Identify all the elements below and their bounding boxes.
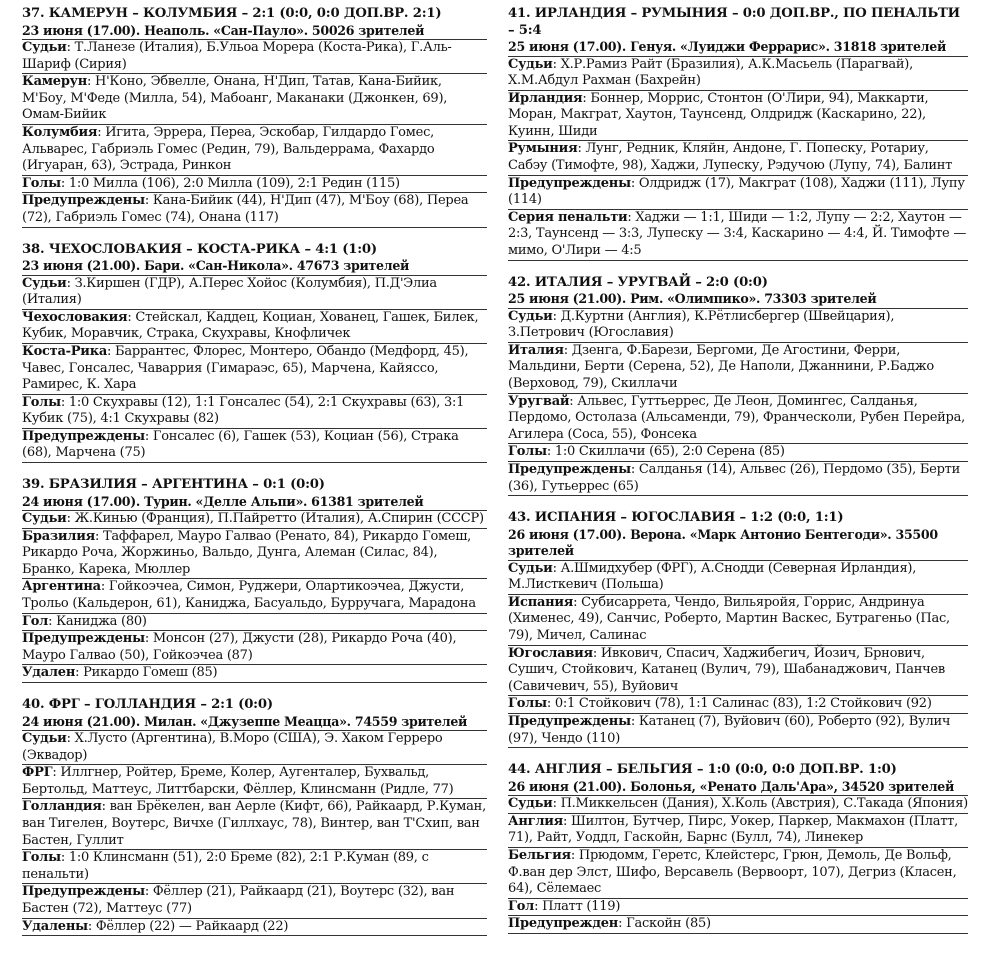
- match-info-row: [22, 309, 487, 343]
- row-label: Чехословакия: [22, 309, 128, 325]
- row-label: Колумбия: [22, 124, 98, 140]
- row-label: Голы: [22, 394, 61, 410]
- row-label: Предупрежден: [508, 916, 619, 932]
- match-block: [508, 762, 968, 934]
- match-info-row: [508, 140, 968, 174]
- match-info-row: [22, 428, 487, 463]
- row-label: Судьи: [22, 40, 67, 55]
- row-text: : Х.Р.Рамиз Райт (Бразилия), А.К.Масьель (Парагвай), Х.М.Абдул Рахман (Бахрейн): [508, 56, 913, 89]
- match-info-row: [22, 39, 487, 73]
- match-title: 44. АНГЛИЯ – БЕЛЬГИЯ – 1:0 (0:0, 0:0 ДОП.ВР. 1:0): [508, 762, 897, 778]
- row-label: Предупреждены: [22, 193, 145, 209]
- match-info-row: [508, 915, 968, 934]
- row-text: : Игита, Эррера, Переа, Эскобар, Гилдардо Гомес, Альварес, Габриэль Гомес (Редин, 79), Вальдеррама, Фахардо (Игуаран, 63), Эстрада, Ринкон: [22, 124, 435, 174]
- row-text: : П.Миккельсен (Дания), Х.Коль (Австрия), С.Такада (Япония): [552, 796, 968, 812]
- row-label: Предупреждены: [508, 714, 631, 729]
- row-text: : Прюдомм, Геретс, Клейстерс, Грюн, Демоль, Де Вольф, Ф.ван дер Элст, Шифо, Версавель (Вервоорт, 107), Дегриз (Класен, 64), Сёлемаес: [508, 847, 957, 897]
- match-info-row: [22, 510, 487, 528]
- right-column: [508, 6, 968, 948]
- row-label: Бельгия: [508, 847, 571, 863]
- row-text: : Иллгнер, Ройтер, Бреме, Колер, Аугенталер, Бухвальд, Бертольд, Маттеус, Литтбарски, Фёллер, Клинсманн (Ридле, 77): [22, 765, 454, 797]
- row-label: Предупреждены: [22, 428, 145, 444]
- row-label: Судьи: [22, 731, 67, 746]
- row-label: Судьи: [22, 275, 67, 291]
- row-label: Судьи: [508, 308, 553, 324]
- match-info-row: [22, 275, 487, 309]
- match-info-row: [22, 849, 487, 883]
- row-text: : Шилтон, Бутчер, Пирс, Уокер, Паркер, Макмахон (Платт, 71), Райт, Уоддл, Гаскойн, Барнс (Булл, 74), Линекер: [508, 813, 958, 846]
- match-venue: 23 июня (21.00). Бари. «Сан-Никола». 47673 зрителей: [22, 258, 410, 274]
- row-text: : 1:0 Милла (106), 2:0 Милла (109), 2:1 Редин (115): [60, 175, 400, 191]
- match-info-row: [508, 560, 968, 594]
- match-venue: 26 июня (21.00). Болонья, «Ренато Даль'Ара», 34520 зрителей: [508, 778, 955, 794]
- match-info-row: [508, 713, 968, 748]
- match-info-row: [22, 730, 487, 764]
- row-label: Удалены: [22, 918, 88, 934]
- match-block: [22, 6, 487, 228]
- row-label: Румыния: [508, 141, 578, 157]
- left-column: [22, 6, 487, 950]
- row-label: Голы: [22, 850, 61, 866]
- match-info-row: [22, 192, 487, 227]
- row-label: Предупреждены: [508, 461, 631, 477]
- row-text: : Т.Ланезе (Италия), Б.Ульоа Морера (Коста-Рика), Г.Аль-Шариф (Сирия): [22, 40, 452, 72]
- match-info-row: [508, 645, 968, 696]
- match-venue: 24 июня (21.00). Милан. «Джузеппе Меацца». 74559 зрителей: [22, 713, 468, 729]
- match-info-row: [22, 578, 487, 612]
- row-text: : 1:0 Скухравы (12), 1:1 Гонсалес (54), 2:1 Скухравы (63), 3:1 Кубик (75), 4:1 Скухравы (82): [22, 394, 465, 427]
- row-label: Уругвай: [508, 393, 570, 409]
- match-info-row: [22, 630, 487, 664]
- match-info-row: [508, 209, 968, 261]
- match-title: 40. ФРГ – ГОЛЛАНДИЯ – 2:1 (0:0): [22, 697, 273, 712]
- row-text: : Кана-Бийик (44), Н'Дип (47), М'Боу (68), Переа (72), Габриэль Гомес (74), Онана (117): [22, 193, 469, 225]
- row-text: : 1:0 Скиллачи (65), 2:0 Серена (85): [546, 444, 785, 460]
- match-block: [508, 275, 968, 497]
- row-label: Англия: [508, 813, 563, 829]
- match-info-row: [22, 764, 487, 798]
- match-block: [22, 242, 487, 464]
- row-text: : Каниджа (80): [48, 613, 147, 629]
- row-text: : Фёллер (22) — Райкаард (22): [87, 918, 289, 934]
- match-venue: 24 июня (17.00). Турин. «Делле Альпи». 61381 зрителей: [22, 493, 424, 509]
- match-info-row: [508, 175, 968, 209]
- row-text: : Платт (119): [534, 898, 621, 914]
- match-venue: 23 июня (17.00). Неаполь. «Сан-Пауло». 50026 зрителей: [22, 22, 425, 38]
- row-text: : З.Киршен (ГДР), А.Перес Хойос (Колумбия), П.Д'Элиа (Италия): [22, 275, 437, 308]
- match-info-row: [508, 813, 968, 847]
- row-label: Предупреждены: [22, 884, 145, 900]
- row-label: Италия: [508, 342, 564, 358]
- match-info-row: [22, 528, 487, 579]
- row-label: Гол: [508, 898, 535, 914]
- row-text: : 0:1 Стойкович (78), 1:1 Салинас (83), 1:2 Стойкович (92): [546, 696, 932, 712]
- match-info-row: [22, 664, 487, 683]
- row-label: Удален: [22, 665, 76, 681]
- row-text: : Гойкоэчеа, Симон, Руджери, Олартикоэчеа, Джусти, Трольо (Кальдерон, 61), Каниджа, Басуальдо, Бурручага, Марадона: [22, 579, 476, 612]
- match-info-row: [508, 898, 968, 916]
- row-label: Серия пенальти: [508, 209, 628, 225]
- match-info-row: [22, 73, 487, 124]
- match-venue: 26 июня (17.00). Верона. «Марк Антонио Бентегоди». 35500 зрителей: [508, 526, 938, 559]
- match-info-row: [22, 124, 487, 175]
- match-info-row: [22, 798, 487, 849]
- row-text: : Лунг, Редник, Кляйн, Андоне, Г. Попеску, Ротариу, Сабэу (Тимофте, 98), Хаджи, Лупеску, Рэдучою (Лупу, 74), Балинт: [508, 141, 953, 174]
- match-info-row: [22, 343, 487, 394]
- match-block: [508, 6, 968, 261]
- row-text: : Фёллер (21), Райкаард (21), Воутерс (32), ван Бастен (72), Маттеус (77): [22, 884, 455, 916]
- row-label: Судьи: [508, 56, 553, 72]
- row-text: : ван Брёкелен, ван Аерле (Кифт, 66), Райкаард, Р.Куман, ван Тигелен, Воутерс, Вичхе (Гиллхаус, 78), Винтер, ван Т'Схип, ван Бастен, Гуллит: [22, 799, 486, 848]
- match-info-row: [508, 847, 968, 898]
- row-label: Коста-Рика: [22, 343, 108, 359]
- match-info-row: [508, 461, 968, 496]
- match-title: 39. БРАЗИЛИЯ – АРГЕНТИНА – 0:1 (0:0): [22, 477, 325, 493]
- row-label: ФРГ: [22, 765, 53, 781]
- row-label: Голы: [22, 175, 61, 191]
- match-info-row: [508, 56, 968, 90]
- row-text: : Х.Лусто (Аргентина), В.Моро (США), Э. Хаком Герреро (Эквадор): [22, 731, 443, 763]
- row-text: : Рикардо Гомеш (85): [75, 665, 218, 681]
- match-info-row: [508, 342, 968, 393]
- match-title: 37. КАМЕРУН – КОЛУМБИЯ – 2:1 (0:0, 0:0 ДОП.ВР. 2:1): [22, 6, 442, 21]
- match-info-row: [22, 394, 487, 428]
- row-label: Югославия: [508, 645, 593, 661]
- match-title: 38. ЧЕХОСЛОВАКИЯ – КОСТА-РИКА – 4:1 (1:0): [22, 241, 377, 257]
- row-text: : Хаджи — 1:1, Шиди — 1:2, Лупу — 2:2, Хаутон — 2:3, Таунсенд — 3:3, Лупеску — 3:4, Каскарино — 4:4, Й. Тимофте — мимо, О'Лири — 4:5: [508, 209, 967, 259]
- row-label: Голландия: [22, 799, 102, 815]
- match-info-row: [508, 308, 968, 342]
- row-label: Предупреждены: [508, 175, 631, 191]
- row-label: Судьи: [22, 511, 67, 527]
- match-venue: 25 июня (21.00). Рим. «Олимпико». 73303 зрителей: [508, 291, 877, 307]
- match-info-row: [22, 175, 487, 193]
- row-text: : Боннер, Моррис, Стонтон (О'Лири, 94), Маккарти, Моран, Макграт, Хаутон, Таунсенд, Олдридж (Каскарино, 22), Куинн, Шиди: [508, 90, 929, 139]
- row-label: Ирландия: [508, 90, 583, 106]
- row-label: Голы: [508, 696, 547, 712]
- row-text: : Баррантес, Флорес, Монтеро, Обандо (Медфорд, 45), Чавес, Гонсалес, Чаваррия (Гимараэс, 65), Марчена, Кайяссо, Рамирес, К. Хара: [22, 343, 469, 393]
- row-label: Судьи: [508, 560, 553, 576]
- row-text: : Олдридж (17), Макграт (108), Хаджи (111), Лупу (114): [508, 175, 965, 208]
- match-title: 42. ИТАЛИЯ – УРУГВАЙ – 2:0 (0:0): [508, 274, 768, 290]
- match-info-row: [508, 695, 968, 713]
- row-text: : А.Шмидхубер (ФРГ), А.Снодди (Северная Ирландия), М.Листкевич (Польша): [508, 560, 917, 593]
- row-text: : Д.Куртни (Англия), К.Рётлисбергер (Швейцария), З.Петрович (Югославия): [508, 308, 895, 341]
- row-label: Предупреждены: [22, 631, 145, 647]
- match-info-row: [22, 918, 487, 937]
- row-text: : Альвес, Гуттьеррес, Де Леон, Домингес, Салданья, Пердомо, Остолаза (Альсаменди, 79), Франческоли, Рубен Перейра, Агилера (Соса, 55), Фонсека: [508, 393, 966, 442]
- row-text: : Гаскойн (85): [618, 916, 711, 932]
- row-text: : Салданья (14), Альвес (26), Пердомо (35), Берти (36), Гутьеррес (65): [508, 461, 961, 494]
- match-info-row: [508, 795, 968, 813]
- row-label: Судьи: [508, 796, 553, 812]
- row-text: : Ж.Кинью (Франция), П.Пайретто (Италия), А.Спирин (СССР): [66, 511, 484, 527]
- row-label: Испания: [508, 594, 574, 610]
- row-text: : Стейскал, Каддец, Коциан, Хованец, Гашек, Билек, Кубик, Моравчик, Стракa, Скухравы, Кнофличек: [22, 309, 479, 342]
- row-label: Камерун: [22, 74, 87, 90]
- row-label: Голы: [508, 444, 547, 460]
- match-venue: 25 июня (17.00). Генуя. «Луиджи Феррарис». 31818 зрителей: [508, 39, 947, 54]
- match-info-row: [22, 613, 487, 631]
- row-text: : Субисаррета, Чендо, Вильяройя, Горрис, Андринуа (Хименес, 49), Санчис, Роберто, Мартин Васкес, Бутрагеньо (Пас, 79), Мичел, Салинас: [508, 594, 950, 644]
- match-block: [22, 477, 487, 683]
- row-text: : Гонсалес (6), Гашек (53), Коциан (56), Страка (68), Марчена (75): [22, 428, 459, 461]
- match-info-row: [508, 443, 968, 461]
- match-info-row: [508, 90, 968, 141]
- row-text: : Монсон (27), Джусти (28), Рикардо Роча (40), Мауро Галвао (50), Гойкоэчеа (87): [22, 631, 457, 663]
- match-title: 43. ИСПАНИЯ – ЮГОСЛАВИЯ – 1:2 (0:0, 1:1): [508, 510, 844, 526]
- match-title: 41. ИРЛАНДИЯ – РУМЫНИЯ – 0:0 ДОП.ВР., ПО ПЕНАЛЬТИ – 5:4: [508, 6, 960, 38]
- row-text: : Ивкович, Спасич, Хаджибегич, Йозич, Брнович, Сушич, Стойкович, Катанец (Вулич, 79), Шабанаджович, Панчев (Савичевич, 55), Вуйович: [508, 645, 945, 694]
- row-text: : Таффарел, Мауро Галвао (Ренато, 84), Рикардо Гомеш, Рикардо Роча, Жоржиньо, Вальдо, Дунга, Алеман (Силас, 84), Бранко, Карека, Мюллер: [22, 528, 472, 577]
- match-info-row: [508, 393, 968, 444]
- row-label: Гол: [22, 613, 49, 629]
- row-text: : Н'Коно, Эбвелле, Онана, Н'Дип, Татав, Кана-Бийик, М'Боу, М'Феде (Милла, 54), Мабоанг, Маканаки (Джонкен, 69), Омам-Бийик: [22, 74, 448, 123]
- row-label: Бразилия: [22, 528, 95, 544]
- row-label: Аргентина: [22, 579, 101, 595]
- match-block: [22, 697, 487, 936]
- match-block: [508, 510, 968, 748]
- row-text: : 1:0 Клинсманн (51), 2:0 Бреме (82), 2:1 Р.Куман (89, с пенальти): [22, 850, 429, 882]
- row-text: : Катанец (7), Вуйович (60), Роберто (92), Вулич (97), Чендо (110): [508, 714, 951, 746]
- match-info-row: [508, 594, 968, 645]
- match-info-row: [22, 883, 487, 917]
- row-text: : Дзенга, Ф.Барези, Бергоми, Де Агостини, Ферри, Мальдини, Берти (Серена, 52), Де Наполи, Джаннини, Р.Баджо (Верховод, 79), Скиллачи: [508, 342, 935, 391]
